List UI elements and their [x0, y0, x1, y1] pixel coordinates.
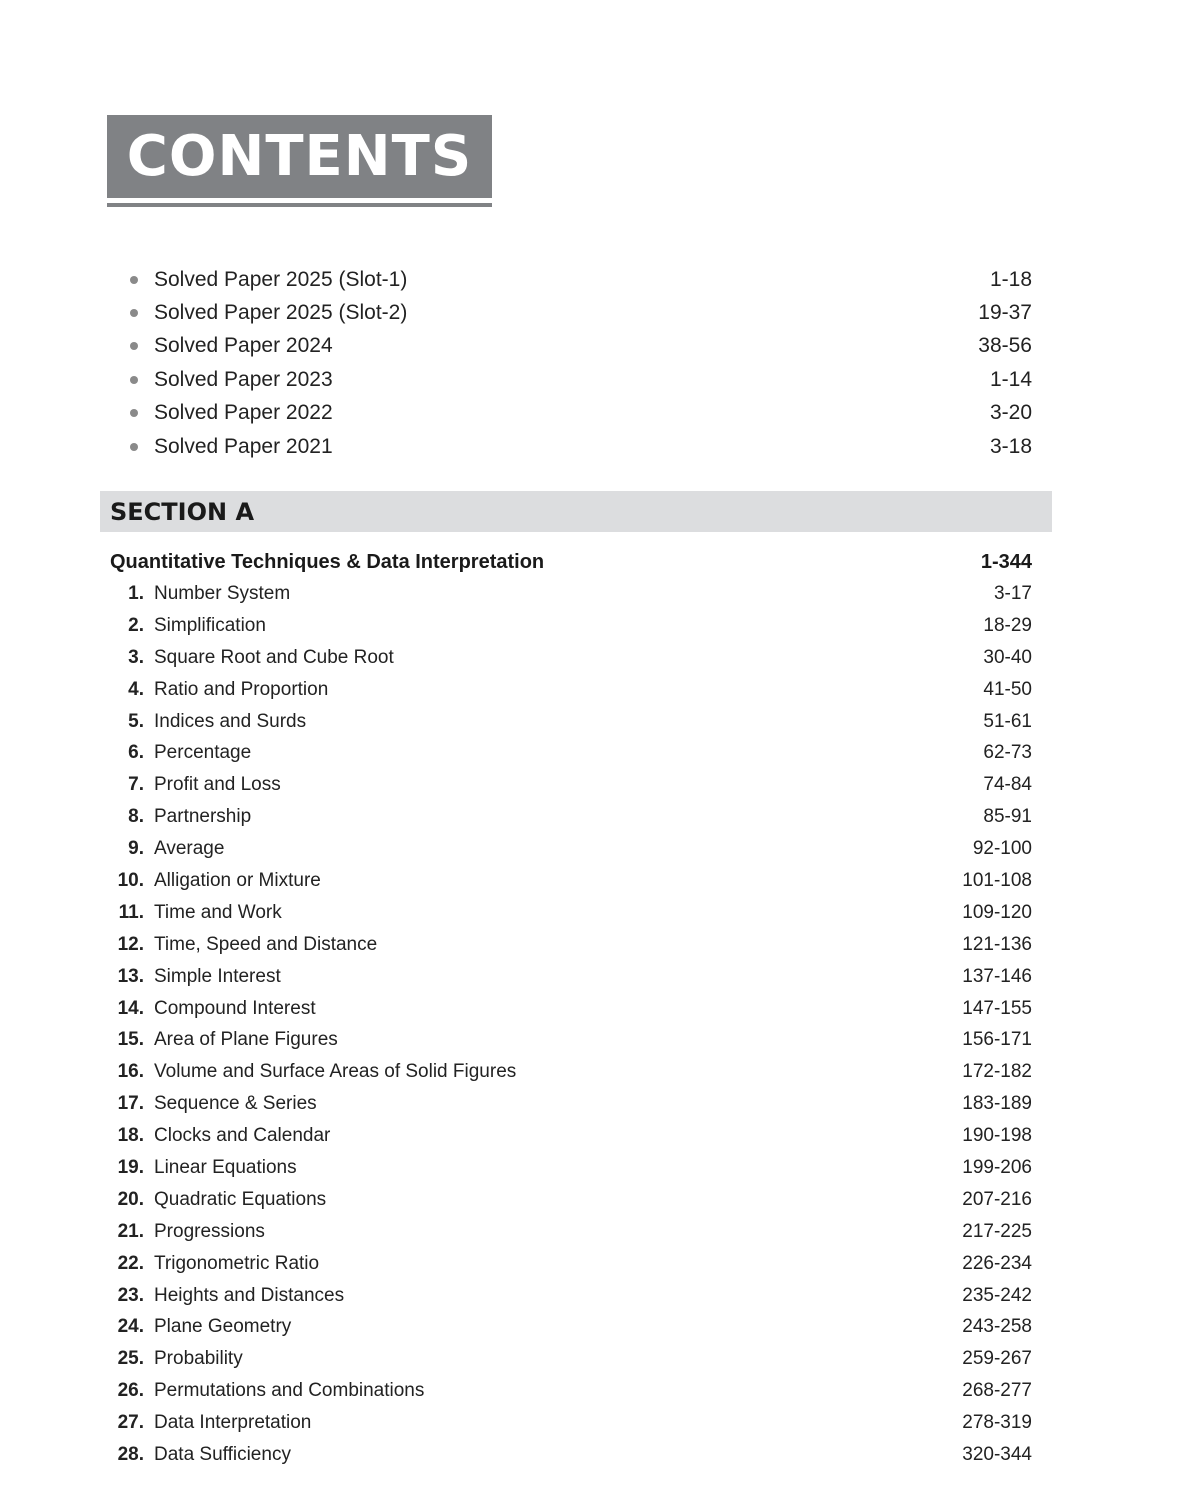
chapter-pages: 172-182	[962, 1061, 1032, 1083]
chapter-row[interactable]	[110, 1216, 1032, 1248]
list-item[interactable]	[130, 397, 1032, 430]
chapter-pages: 156-171	[962, 1029, 1032, 1051]
title-underline	[107, 203, 492, 207]
chapter-label: Trigonometric Ratio	[154, 1252, 320, 1274]
chapter-number: 9.	[128, 838, 144, 860]
paper-label: Solved Paper 2025 (Slot-1)	[154, 267, 408, 291]
chapter-title-group	[110, 711, 306, 733]
chapter-number: 6.	[128, 742, 144, 764]
chapter-label: Square Root and Cube Root	[154, 646, 394, 668]
chapter-pages: 62-73	[983, 742, 1032, 764]
chapter-label: Sequence & Series	[154, 1093, 317, 1115]
chapter-row[interactable]	[110, 1375, 1032, 1407]
list-item[interactable]	[130, 263, 1032, 296]
chapter-row[interactable]	[110, 1184, 1032, 1216]
chapter-title-group	[110, 1316, 291, 1338]
chapter-number: 4.	[128, 678, 144, 700]
chapter-title-group	[110, 806, 251, 828]
chapter-number: 13.	[117, 965, 144, 987]
chapter-number: 11.	[118, 901, 144, 923]
chapter-row[interactable]	[110, 961, 1032, 993]
chapter-title-group	[110, 1380, 424, 1402]
chapter-number: 10.	[117, 869, 144, 891]
chapter-number: 20.	[117, 1188, 144, 1210]
chapter-title-group	[110, 583, 290, 605]
chapter-row[interactable]	[110, 769, 1032, 801]
chapter-title-group	[110, 1348, 243, 1370]
chapter-label: Data Sufficiency	[154, 1443, 291, 1465]
chapter-number: 19.	[117, 1156, 144, 1178]
solved-papers-list	[130, 263, 1032, 463]
chapter-pages: 183-189	[962, 1093, 1032, 1115]
chapter-label: Percentage	[154, 742, 252, 764]
chapter-pages: 92-100	[972, 838, 1032, 860]
chapter-label: Plane Geometry	[154, 1316, 292, 1338]
chapter-title-group	[110, 902, 282, 924]
chapter-label: Simplification	[154, 614, 266, 636]
paper-label: Solved Paper 2021	[154, 434, 333, 458]
chapter-row[interactable]	[110, 737, 1032, 769]
chapter-pages: 137-146	[962, 965, 1032, 987]
chapter-pages: 74-84	[983, 774, 1032, 796]
chapter-title-group	[110, 742, 251, 764]
chapter-pages: 199-206	[962, 1156, 1032, 1178]
chapter-number: 15.	[117, 1029, 144, 1051]
chapter-list	[110, 578, 1032, 1471]
page-range: 19-37	[978, 301, 1032, 325]
chapter-title-group	[110, 966, 281, 988]
section-heading[interactable]	[110, 548, 1032, 576]
chapter-title-group	[110, 1189, 326, 1211]
chapter-row[interactable]	[110, 674, 1032, 706]
chapter-title-group	[110, 1285, 344, 1307]
chapter-label: Clocks and Calendar	[154, 1125, 331, 1147]
chapter-number: 26.	[117, 1380, 144, 1402]
chapter-pages: 3-17	[993, 582, 1032, 604]
chapter-pages: 30-40	[983, 646, 1032, 668]
chapter-number: 14.	[117, 997, 144, 1019]
chapter-label: Simple Interest	[154, 965, 281, 987]
bullet-icon	[130, 443, 138, 451]
section-title: SECTION A	[100, 491, 1052, 532]
chapter-number: 27.	[117, 1412, 144, 1434]
chapter-pages: 85-91	[983, 806, 1032, 828]
chapter-row[interactable]	[110, 833, 1032, 865]
list-item[interactable]	[130, 430, 1032, 463]
chapter-pages: 41-50	[983, 678, 1032, 700]
chapter-number: 18.	[117, 1125, 144, 1147]
chapter-row[interactable]	[110, 706, 1032, 738]
chapter-label: Compound Interest	[154, 997, 316, 1019]
chapter-title-group	[110, 774, 281, 796]
chapter-row[interactable]	[110, 1311, 1032, 1343]
chapter-title-group	[110, 1157, 297, 1179]
chapter-label: Partnership	[154, 806, 252, 828]
chapter-pages: 18-29	[983, 614, 1032, 636]
chapter-pages: 259-267	[962, 1348, 1032, 1370]
list-item[interactable]	[130, 330, 1032, 363]
chapter-number: 23.	[117, 1284, 144, 1306]
chapter-number: 7.	[128, 774, 144, 796]
chapter-title-group	[110, 1061, 516, 1083]
list-item[interactable]	[130, 296, 1032, 329]
chapter-row[interactable]	[110, 993, 1032, 1025]
page-range: 3-18	[989, 434, 1032, 458]
bullet-icon	[130, 276, 138, 284]
chapter-row[interactable]	[110, 1120, 1032, 1152]
chapter-title-group	[110, 615, 266, 637]
section-heading-label: Quantitative Techniques & Data Interpretation	[110, 550, 545, 573]
chapter-pages: 278-319	[962, 1412, 1032, 1434]
chapter-pages: 320-344	[962, 1443, 1032, 1465]
chapter-pages: 101-108	[962, 869, 1032, 891]
chapter-row[interactable]	[110, 1407, 1032, 1439]
chapter-title-group	[110, 1412, 311, 1434]
chapter-row[interactable]	[110, 1152, 1032, 1184]
chapter-number: 16.	[117, 1061, 144, 1083]
chapter-title-group	[110, 679, 328, 701]
chapter-label: Average	[154, 838, 225, 860]
chapter-title-group	[110, 998, 316, 1020]
chapter-number: 3.	[128, 646, 144, 668]
chapter-row[interactable]	[110, 610, 1032, 642]
chapter-row[interactable]	[110, 642, 1032, 674]
chapter-row[interactable]	[110, 1280, 1032, 1312]
chapter-row[interactable]	[110, 897, 1032, 929]
chapter-number: 22.	[117, 1252, 144, 1274]
page-range: 1-18	[989, 267, 1032, 291]
chapter-label: Indices and Surds	[154, 710, 307, 732]
chapter-number: 12.	[117, 933, 144, 955]
chapter-title-group	[110, 1253, 319, 1275]
chapter-label: Volume and Surface Areas of Solid Figures	[154, 1061, 517, 1083]
chapter-row[interactable]	[110, 1248, 1032, 1280]
paper-label: Solved Paper 2025 (Slot-2)	[154, 301, 408, 325]
chapter-title-group	[110, 934, 377, 956]
chapter-label: Profit and Loss	[154, 774, 281, 796]
chapter-number: 5.	[128, 710, 144, 732]
chapter-label: Area of Plane Figures	[154, 1029, 338, 1051]
chapter-pages: 268-277	[962, 1380, 1032, 1402]
chapter-label: Ratio and Proportion	[154, 678, 329, 700]
chapter-number: 8.	[128, 806, 144, 828]
chapter-row[interactable]	[110, 578, 1032, 610]
chapter-pages: 109-120	[962, 901, 1032, 923]
chapter-title-group	[110, 1093, 317, 1115]
chapter-number: 1.	[128, 582, 144, 604]
chapter-row[interactable]	[110, 801, 1032, 833]
chapter-number: 17.	[117, 1093, 144, 1115]
page-title: CONTENTS	[107, 115, 492, 198]
page-range: 3-20	[989, 401, 1032, 425]
chapter-label: Time and Work	[154, 901, 282, 923]
chapter-title-group	[110, 647, 394, 669]
chapter-title-group	[110, 1444, 291, 1466]
chapter-pages: 51-61	[983, 710, 1032, 732]
chapter-row[interactable]	[110, 1056, 1032, 1088]
chapter-label: Time, Speed and Distance	[154, 933, 378, 955]
chapter-label: Permutations and Combinations	[154, 1380, 425, 1402]
chapter-label: Linear Equations	[154, 1156, 297, 1178]
list-item[interactable]	[130, 363, 1032, 396]
paper-label: Solved Paper 2022	[154, 401, 333, 425]
chapter-title-group	[110, 870, 321, 892]
chapter-number: 2.	[128, 614, 144, 636]
chapter-number: 21.	[117, 1220, 144, 1242]
chapter-label: Probability	[154, 1348, 243, 1370]
chapter-number: 25.	[117, 1348, 144, 1370]
chapter-row[interactable]	[110, 1024, 1032, 1056]
chapter-row[interactable]	[110, 1088, 1032, 1120]
chapter-pages: 147-155	[962, 997, 1032, 1019]
chapter-pages: 235-242	[962, 1284, 1032, 1306]
chapter-title-group	[110, 1029, 338, 1051]
page-range: 1-14	[989, 367, 1032, 391]
chapter-pages: 121-136	[962, 933, 1032, 955]
chapter-label: Progressions	[154, 1220, 265, 1242]
chapter-pages: 217-225	[962, 1220, 1032, 1242]
chapter-number: 24.	[117, 1316, 144, 1338]
chapter-row[interactable]	[110, 929, 1032, 961]
chapter-label: Number System	[154, 582, 291, 604]
page-range: 38-56	[978, 334, 1032, 358]
chapter-title-group	[110, 1125, 330, 1147]
paper-label: Solved Paper 2023	[154, 367, 333, 391]
bullet-icon	[130, 376, 138, 384]
chapter-pages: 190-198	[962, 1125, 1032, 1147]
chapter-title-group	[110, 1221, 265, 1243]
bullet-icon	[130, 409, 138, 417]
chapter-label: Quadratic Equations	[154, 1188, 327, 1210]
chapter-row[interactable]	[110, 865, 1032, 897]
chapter-row[interactable]	[110, 1343, 1032, 1375]
chapter-title-group	[110, 838, 224, 860]
chapter-pages: 226-234	[962, 1252, 1032, 1274]
chapter-pages: 243-258	[962, 1316, 1032, 1338]
chapter-label: Data Interpretation	[154, 1412, 312, 1434]
bullet-icon	[130, 342, 138, 350]
bullet-icon	[130, 309, 138, 317]
chapter-row[interactable]	[110, 1439, 1032, 1471]
section-heading-pages: 1-344	[980, 550, 1032, 573]
chapter-label: Alligation or Mixture	[154, 869, 321, 891]
chapter-number: 28.	[117, 1443, 144, 1465]
chapter-pages: 207-216	[962, 1188, 1032, 1210]
chapter-label: Heights and Distances	[154, 1284, 345, 1306]
paper-label: Solved Paper 2024	[154, 334, 333, 358]
